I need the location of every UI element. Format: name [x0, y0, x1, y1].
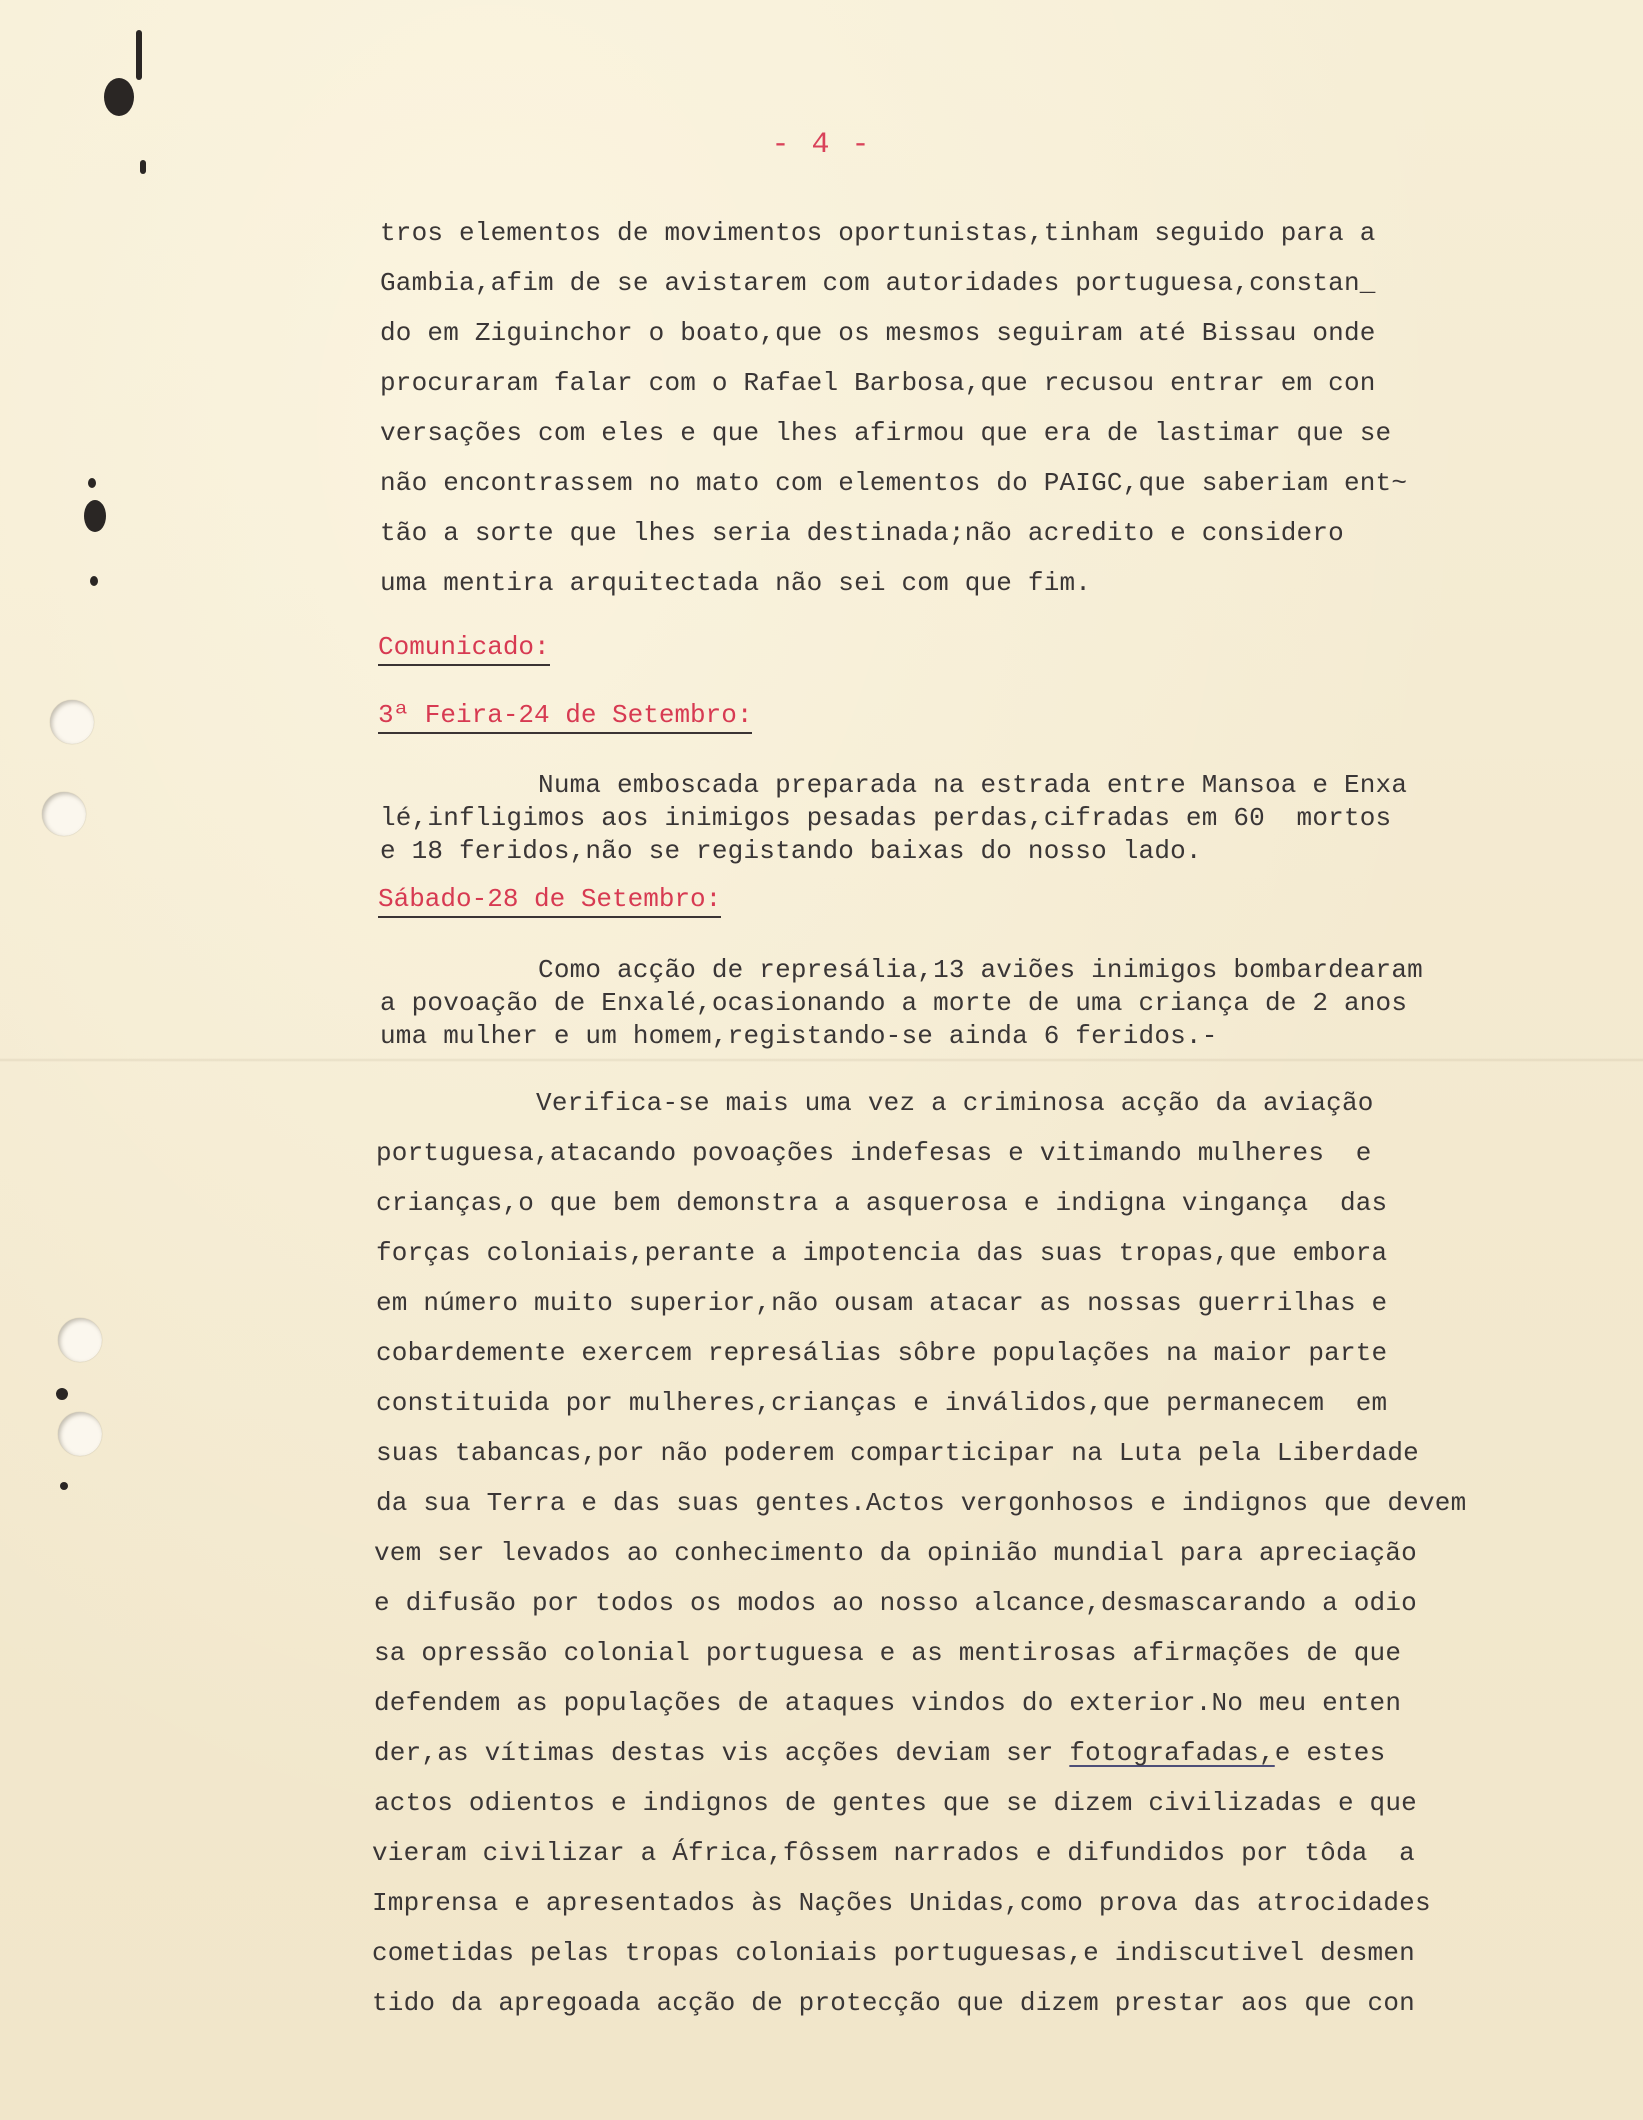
text-line: cometidas pelas tropas coloniais portuguesas,e indiscutivel desmen — [372, 1938, 1415, 1968]
text-line: tros elementos de movimentos oportunistas,tinham seguido para a — [380, 218, 1376, 248]
ink-blot — [84, 500, 106, 532]
punch-hole — [58, 1318, 102, 1362]
text-line — [374, 1738, 1385, 1768]
ink-mark — [90, 576, 98, 586]
text-line: do em Ziguinchor o boato,que os mesmos seguiram até Bissau onde — [380, 318, 1376, 348]
punch-hole — [42, 792, 86, 836]
text-line: crianças,o que bem demonstra a asquerosa e indigna vingança das — [376, 1188, 1388, 1218]
punch-hole — [50, 700, 94, 744]
text-line: uma mentira arquitectada não sei com que fim. — [380, 568, 1092, 598]
text-line: lé,infligimos aos inimigos pesadas perdas,cifradas em 60 mortos — [380, 803, 1392, 833]
text-line: cobardemente exercem represálias sôbre populações na maior parte — [376, 1338, 1388, 1368]
text-line: Imprensa e apresentados às Nações Unidas,como prova das atrocidades — [372, 1888, 1431, 1918]
text-line: uma mulher e um homem,registando-se ainda 6 feridos.- — [380, 1021, 1218, 1051]
text-line: vieram civilizar a África,fôssem narrados e difundidos por tôda a — [372, 1838, 1415, 1868]
text-line: Como acção de represália,13 aviões inimigos bombardearam — [380, 955, 1423, 985]
text-line: defendem as populações de ataques vindos do exterior.No meu enten — [374, 1688, 1402, 1718]
heading-tuesday: 3ª Feira-24 de Setembro: — [378, 700, 752, 734]
fold-line — [0, 1058, 1643, 1062]
underlined-word: fotografadas, — [1069, 1738, 1275, 1768]
text-line: constituida por mulheres,crianças e inválidos,que permanecem em — [376, 1388, 1388, 1418]
punch-hole — [58, 1412, 102, 1456]
page-number: - 4 - — [771, 128, 872, 162]
text-line: suas tabancas,por não poderem comparticipar na Luta pela Liberdade — [376, 1438, 1419, 1468]
text-line: não encontrassem no mato com elementos do PAIGC,que saberiam ent~ — [380, 468, 1408, 498]
text-line: da sua Terra e das suas gentes.Actos vergonhosos e indignos que devem — [376, 1488, 1467, 1518]
line-end: e estes — [1274, 1738, 1386, 1768]
text-line: Gambia,afim de se avistarem com autoridades portuguesa,constan_ — [380, 268, 1376, 298]
text-line: a povoação de Enxalé,ocasionando a morte de uma criança de 2 anos — [380, 988, 1408, 1018]
text-line: forças coloniais,perante a impotencia das suas tropas,que embora — [376, 1238, 1388, 1268]
ink-mark — [140, 160, 146, 174]
ink-mark — [88, 478, 96, 488]
text-line: sa opressão colonial portuguesa e as mentirosas afirmações de que — [374, 1638, 1402, 1668]
text-line: actos odientos e indignos de gentes que se dizem civilizadas e que — [374, 1788, 1417, 1818]
ink-blot — [104, 78, 134, 116]
text-line: Numa emboscada preparada na estrada entre Mansoa e Enxa — [380, 770, 1408, 800]
text-line: vem ser levados ao conhecimento da opinião mundial para apreciação — [374, 1538, 1417, 1568]
heading-communicado: Comunicado: — [378, 632, 550, 666]
line-start: der,as vítimas destas vis acções deviam ser — [374, 1738, 1070, 1768]
ink-mark — [60, 1482, 68, 1490]
text-line: portuguesa,atacando povoações indefesas e vitimando mulheres e — [376, 1138, 1372, 1168]
text-line: em número muito superior,não ousam atacar as nossas guerrilhas e — [376, 1288, 1388, 1318]
text-line: Verifica-se mais uma vez a criminosa acção da aviação — [378, 1088, 1374, 1118]
ink-mark — [136, 30, 142, 80]
text-line: e difusão por todos os modos ao nosso alcance,desmascarando a odio — [374, 1588, 1417, 1618]
text-line: tido da apregoada acção de protecção que dizem prestar aos que con — [372, 1988, 1415, 2018]
text-line: versações com eles e que lhes afirmou que era de lastimar que se — [380, 418, 1392, 448]
text-line: e 18 feridos,não se registando baixas do nosso lado. — [380, 836, 1202, 866]
ink-mark — [56, 1388, 68, 1400]
heading-saturday: Sábado-28 de Setembro: — [378, 884, 721, 918]
text-line: tão a sorte que lhes seria destinada;não acredito e considero — [380, 518, 1344, 548]
text-line: procuraram falar com o Rafael Barbosa,que recusou entrar em con — [380, 368, 1376, 398]
